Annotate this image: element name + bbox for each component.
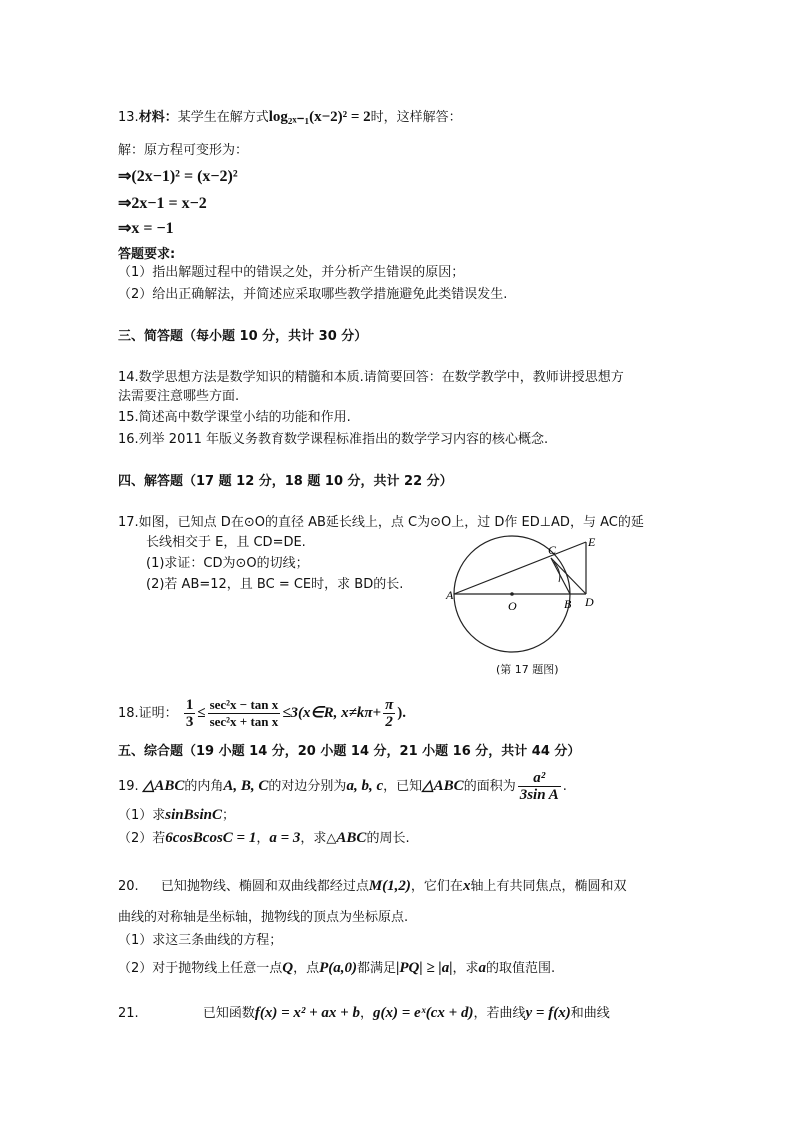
q17-line-1: 17.如图，已知点 D在⊙O的直径 AB延长线上，点 C为⊙O上，过 D作 ED⊥AD，与 AC的延 (118, 515, 644, 530)
label-d: D (585, 595, 594, 609)
q19-text-d: 的面积为 (463, 779, 516, 794)
q13-step-1: ⇒(2x−1)² = (x−2)² (118, 168, 238, 185)
q14-line-1: 14.数学思想方法是数学知识的精髓和本质.请简要回答：在数学教学中，教师讲授思想方 (118, 370, 624, 385)
q18-one: 1 (185, 697, 194, 713)
q20-p2-q: Q (282, 960, 294, 976)
label-b: B (564, 597, 572, 611)
q20-p2-text-b: 都满足 (357, 961, 397, 976)
q19-part-2 (118, 829, 410, 848)
q19-area-denominator: 3sin A (519, 787, 559, 803)
q19-p2-cond: 6cosBcosC = 1 (165, 830, 257, 846)
q20-p2-point-p: P(a,0) (319, 960, 358, 976)
q19-p2-prefix: （2）若 (118, 831, 166, 846)
center-dot (510, 592, 514, 596)
q13-requirement-1: （1）指出解题过程中的错误之处，并分析产生错误的原因； (118, 265, 465, 280)
q19-text-c: ，已知 (383, 779, 423, 794)
q13-equation: log₂ₓ₋₁(x−2)² = 2 (268, 109, 371, 125)
label-c: C (548, 543, 557, 557)
q19-p1-expr: sinBsinC (165, 807, 222, 823)
q19-line (118, 770, 567, 803)
q13-number: 13. (118, 110, 139, 125)
q20-text-a: 已知抛物线、椭圆和双曲线都经过点 (160, 879, 369, 894)
q17-line-4: (2)若 AB=12，且 BC = CE时，求 BD的长. (146, 577, 404, 592)
q13-line (118, 108, 462, 127)
q21-text-b: ，若曲线 (473, 1006, 526, 1021)
q20-text-b: ，它们在 (410, 879, 463, 894)
q20-line-1 (118, 877, 626, 896)
q19-p2-comma: ， (256, 831, 270, 846)
q13-intro: 某学生在解方式 (177, 110, 269, 125)
q18-line (118, 697, 406, 730)
q18-rest: ≤3(x∈R, x≠kπ+ (282, 705, 382, 721)
q19-p1-end: ； (222, 808, 236, 823)
q13-requirement-2: （2）给出正确解法，并简述应采取哪些教学措施避免此类错误发生. (118, 287, 508, 302)
q20-p2-text-c: ，求 (452, 961, 479, 976)
q18-prefix: 18.证明： (118, 706, 178, 721)
q20-line-2: 曲线的对称轴是坐标轴，抛物线的顶点为坐标原点. (118, 910, 409, 925)
q21-number: 21. (118, 1006, 139, 1021)
q19-part-1 (118, 806, 235, 825)
q18-le: ≤ (197, 705, 206, 721)
q13-requirements-title: 答题要求: (118, 247, 176, 262)
label-e: E (588, 535, 596, 549)
label-a: A (446, 588, 454, 602)
q20-p2-text-a: ，点 (293, 961, 320, 976)
q13-label: 材料： (138, 110, 178, 125)
q21-line-1 (118, 1004, 610, 1023)
section-3-title: 三、简答题（每小题 10 分，共计 30 分） (118, 329, 368, 344)
q20-p2-end: 的取值范围. (486, 961, 556, 976)
q19-p2-end: 的周长. (366, 831, 410, 846)
q19-period: . (562, 779, 567, 794)
q16-text: 16.列举 2011 年版义务教育数学课程标准指出的数学学习内容的核心概念. (118, 432, 549, 447)
q18-denominator: sec²x + tan x (209, 714, 279, 729)
q13-step-2: ⇒2x−1 = x−2 (118, 195, 207, 212)
q19-p2-abc: ABC (336, 830, 367, 846)
q21-comma: ， (359, 1006, 373, 1021)
q19-sides: a, b, c (346, 778, 384, 794)
q17-figure-caption: (第 17 题图) (496, 663, 559, 676)
q20-p2-a: a (478, 960, 487, 976)
q20-text-c: 轴上有共同焦点，椭圆和双 (470, 879, 627, 894)
q14-line-2: 法需要注意哪些方面. (118, 389, 240, 404)
q17-geometry-diagram (440, 532, 610, 677)
q20-number: 20. (118, 879, 139, 894)
q21-g-def: g(x) = eˣ(cx + d) (372, 1005, 474, 1021)
q20-part-1: （1）求这三条曲线的方程； (118, 933, 283, 948)
q19-angles: A, B, C (223, 778, 269, 794)
q18-three: 3 (185, 714, 194, 730)
q20-p2-prefix: （2）对于抛物线上任意一点 (118, 961, 283, 976)
q19-text-a: 的内角 (184, 779, 224, 794)
q21-text-c: 和曲线 (570, 1006, 610, 1021)
section-5-title: 五、综合题（19 小题 14 分，20 小题 14 分，21 小题 16 分，共计 44 分） (118, 744, 581, 759)
q19-p2-a-value: a = 3 (269, 830, 301, 846)
q13-step-3: ⇒x = −1 (118, 220, 174, 237)
q19-triangle-2: △ABC (422, 778, 464, 794)
q21-curve: y = f(x) (525, 1005, 571, 1021)
q18-fraction (208, 697, 281, 730)
q18-pi-over-two (383, 697, 395, 730)
q17-line-3: (1)求证：CD为⊙O的切线； (146, 556, 309, 571)
q20-part-2 (118, 959, 555, 978)
q13-solution-intro: 解：原方程可变形为： (118, 143, 249, 158)
line-cd (551, 558, 586, 594)
q17-figure (440, 532, 610, 677)
q20-point-m: M(1,2) (368, 878, 411, 894)
q18-one-third (184, 697, 196, 730)
q18-pi: π (385, 697, 394, 713)
q18-numerator: sec²x − tan x (209, 697, 279, 712)
q19-p2-text: ，求△ (300, 831, 337, 846)
q15-text: 15.简述高中数学课堂小结的功能和作用. (118, 410, 351, 425)
q19-p1-prefix: （1）求 (118, 808, 166, 823)
q19-area-numerator: a² (518, 770, 561, 787)
q20-x: x (462, 878, 471, 894)
q19-text-b: 的对边分别为 (268, 779, 347, 794)
q19-number: 19. (118, 779, 139, 794)
q21-text-a: 已知函数 (202, 1006, 255, 1021)
q19-area-fraction (518, 770, 561, 803)
section-4-title: 四、解答题（17 题 12 分，18 题 10 分，共计 22 分） (118, 474, 453, 489)
q17-line-2: 长线相交于 E，且 CD=DE. (146, 535, 306, 550)
q13-tail: 时，这样解答： (370, 110, 462, 125)
q18-two: 2 (385, 714, 393, 730)
q20-p2-inequality: |PQ| ≥ |a| (396, 960, 453, 976)
q19-triangle: △ABC (142, 778, 185, 794)
label-o: O (508, 599, 517, 613)
q21-f-def: f(x) = x² + ax + b (254, 1005, 360, 1021)
q18-close: ). (397, 705, 407, 721)
